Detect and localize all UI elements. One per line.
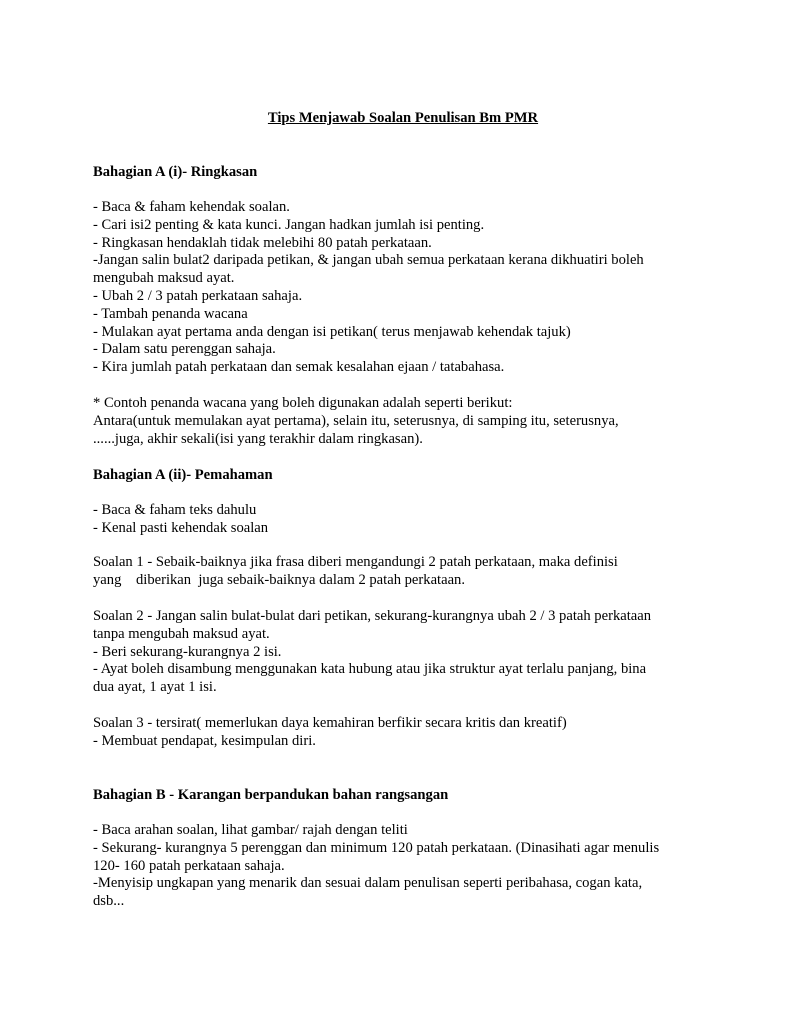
section-b-line: dsb... [93,893,125,910]
section-b-body [93,822,703,911]
soalan-2-line: - Beri sekurang-kurangnya 2 isi. [93,643,282,660]
section-a2-line: - Baca & faham teks dahulu [93,502,257,518]
note-line: Antara(untuk memulakan ayat pertama), selain itu, seterusnya, di samping itu, seterusnya, [93,412,619,429]
section-a1-line: -Jangan salin bulat2 daripada petikan, & jangan ubah semua perkataan kerana dikhuatiri boleh [93,252,644,269]
section-a1-note [93,395,703,448]
section-a1-line: - Kira jumlah patah perkataan dan semak kesalahan ejaan / tatabahasa. [93,359,505,376]
section-b-line: - Baca arahan soalan, lihat gambar/ rajah dengan teliti [93,822,408,838]
section-a2-line: - Kenal pasti kehendak soalan [93,519,269,536]
section-b-heading: Bahagian B - Karangan berpandukan bahan rangsangan [93,787,449,803]
soalan-3-line: Soalan 3 - tersirat( memerlukan daya kemahiran berfikir secara kritis dan kreatif) [93,715,567,731]
section-a1-line: - Baca & faham kehendak soalan. [93,199,290,215]
document-title: Tips Menjawab Soalan Penulisan Bm PMR [267,110,539,126]
soalan-3 [93,715,703,751]
section-a1-body [93,199,703,377]
section-a1-line: - Tambah penanda wacana [93,305,248,322]
section-a1-line: mengubah maksud ayat. [93,270,235,287]
section-b-line: -Menyisip ungkapan yang menarik dan sesuai dalam penulisan seperti peribahasa, cogan kata, [93,875,643,892]
section-a1-heading: Bahagian A (i)- Ringkasan [93,164,258,180]
soalan-2 [93,608,703,697]
soalan-2-line: Soalan 2 - Jangan salin bulat-bulat dari petikan, sekurang-kurangnya ubah 2 / 3 patah perkataan [93,608,652,624]
soalan-3-line: - Membuat pendapat, kesimpulan diri. [93,732,316,749]
note-line: ......juga, akhir sekali(isi yang terakhir dalam ringkasan). [93,430,423,447]
soalan-2-line: dua ayat, 1 ayat 1 isi. [93,679,217,696]
section-a1-line: - Cari isi2 penting & kata kunci. Jangan hadkan jumlah isi penting. [93,216,485,233]
soalan-1-line: Soalan 1 - Sebaik-baiknya jika frasa diberi mengandungi 2 patah perkataan, maka definisi [93,554,618,570]
soalan-1 [93,554,703,590]
soalan-2-line: - Ayat boleh disambung menggunakan kata hubung atau jika struktur ayat terlalu panjang, bina [93,661,647,678]
section-a2-body [93,502,703,538]
note-line: * Contoh penanda wacana yang boleh digunakan adalah seperti berikut: [93,395,513,411]
section-b-line: 120- 160 patah perkataan sahaja. [93,857,285,874]
section-a1-line: - Dalam satu perenggan sahaja. [93,341,276,358]
section-a1-line: - Ubah 2 / 3 patah perkataan sahaja. [93,287,303,304]
soalan-2-line: tanpa mengubah maksud ayat. [93,625,270,642]
section-a1-line: - Ringkasan hendaklah tidak melebihi 80 patah perkataan. [93,234,432,251]
section-a2-heading: Bahagian A (ii)- Pemahaman [93,467,273,483]
section-a1-line: - Mulakan ayat pertama anda dengan isi petikan( terus menjawab kehendak tajuk) [93,323,571,340]
soalan-1-line: yang diberikan juga sebaik-baiknya dalam 2 patah perkataan. [93,571,465,588]
section-b-line: - Sekurang- kurangnya 5 perenggan dan minimum 120 patah perkataan. (Dinasihati agar menulis [93,839,660,856]
